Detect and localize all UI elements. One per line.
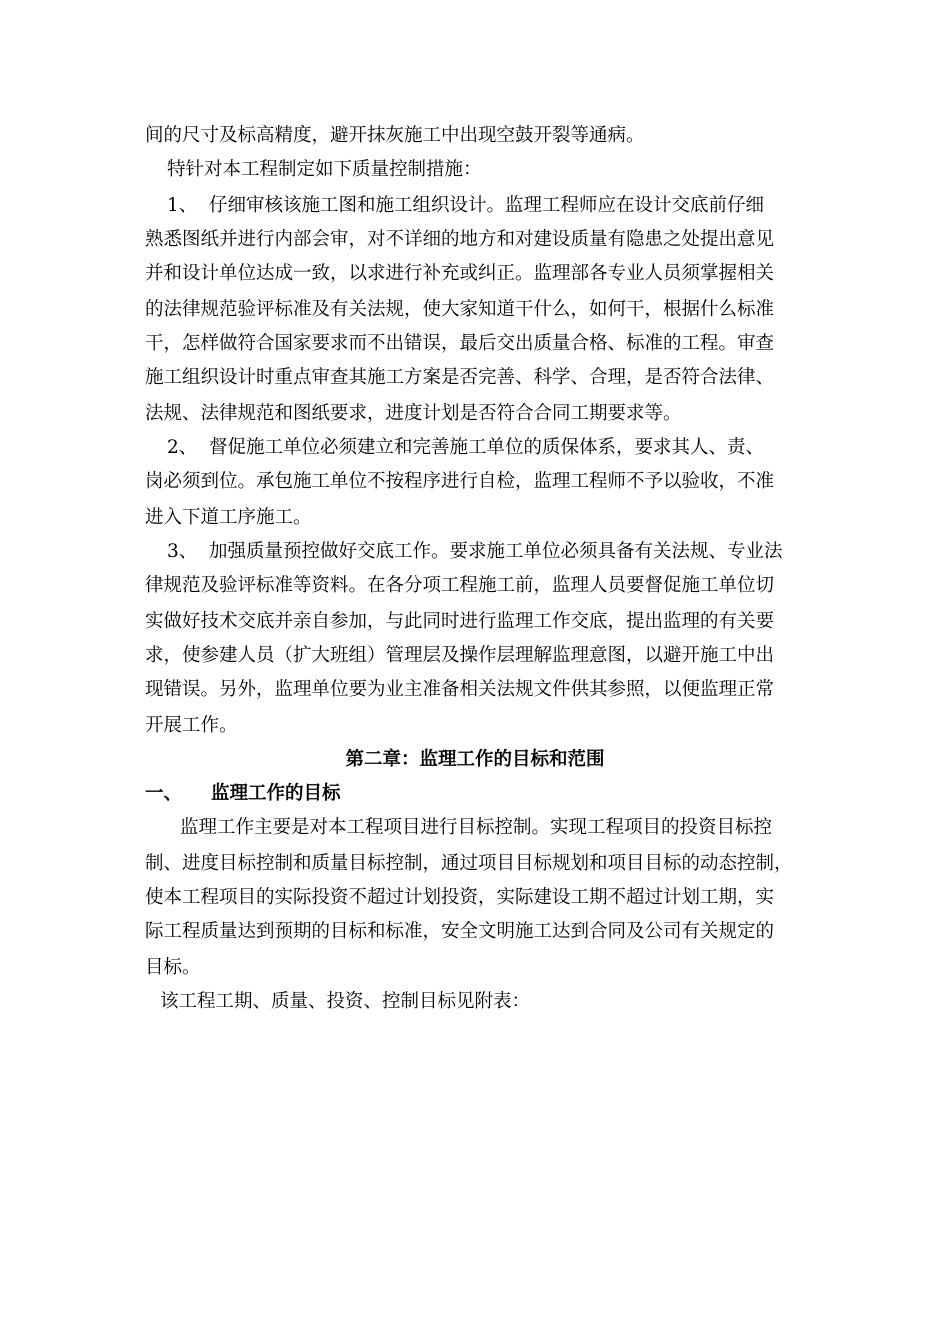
item-2-line — [167, 436, 764, 460]
item-1-text: 仔细审核该施工图和施工组织设计。监理工程师应在设计交底前仔细 — [209, 195, 765, 216]
closing-line: 该工程工期、质量、投资、控制目标见附表： — [160, 991, 531, 1012]
paragraph-line: 进入下道工序施工。 — [145, 507, 312, 528]
paragraph-line: 使本工程项目的实际投资不超过计划投资，实际建设工期不超过计划工期，实 — [145, 887, 775, 908]
item-1-number: 1、 — [167, 195, 198, 216]
chapter-title: 第二章：监理工作的目标和范围 — [345, 749, 605, 770]
item-2-text: 督促施工单位必须建立和完善施工单位的质保体系，要求其人、责、 — [209, 437, 765, 458]
paragraph-line: 间的尺寸及标高精度，避开抹灰施工中出现空鼓开裂等通病。 — [145, 125, 645, 146]
item-3-text: 加强质量预控做好交底工作。要求施工单位必须具备有关法规、专业法 — [209, 541, 783, 562]
paragraph-line: 目标。 — [145, 957, 201, 978]
paragraph-line: 律规范及验评标准等资料。在各分项工程施工前，监理人员要督促施工单位切 — [145, 575, 775, 596]
paragraph-line: 熟悉图纸并进行内部会审，对不详细的地方和对建设质量有隐患之处提出意见 — [145, 229, 775, 250]
paragraph-line: 制、进度目标控制和质量目标控制，通过项目目标规划和项目目标的动态控制， — [145, 853, 793, 874]
paragraph-line: 求，使参建人员（扩大班组）管理层及操作层理解监理意图，以避开施工中出 — [145, 645, 775, 666]
paragraph-line: 开展工作。 — [145, 715, 238, 736]
section-title: 监理工作的目标 — [211, 783, 341, 804]
section-number: 一、 — [145, 783, 183, 804]
section-heading — [145, 782, 341, 806]
paragraph-line: 监理工作主要是对本工程项目进行目标控制。实现工程项目的投资目标控 — [180, 817, 773, 838]
paragraph-line: 实做好技术交底并亲自参加，与此同时进行监理工作交底，提出监理的有关要 — [145, 611, 775, 632]
intro-line: 特针对本工程制定如下质量控制措施： — [167, 159, 482, 180]
item-1-line — [167, 194, 764, 218]
paragraph-line: 法规、法律规范和图纸要求，进度计划是否符合合同工期要求等。 — [145, 403, 682, 424]
paragraph-line: 际工程质量达到预期的目标和标准，安全文明施工达到合同及公司有关规定的 — [145, 921, 775, 942]
paragraph-line: 干，怎样做符合国家要求而不出错误，最后交出质量合格、标准的工程。审查 — [145, 333, 775, 354]
item-2-number: 2、 — [167, 437, 198, 458]
item-3-number: 3、 — [167, 541, 198, 562]
paragraph-line: 并和设计单位达成一致，以求进行补充或纠正。监理部各专业人员须掌握相关 — [145, 263, 775, 284]
paragraph-line: 岗必须到位。承包施工单位不按程序进行自检，监理工程师不予以验收，不准 — [145, 471, 775, 492]
paragraph-line: 施工组织设计时重点审查其施工方案是否完善、科学、合理，是否符合法律、 — [145, 367, 775, 388]
paragraph-line: 的法律规范验评标准及有关法规，使大家知道干什么，如何干，根据什么标准 — [145, 299, 775, 320]
paragraph-line: 现错误。另外，监理单位要为业主准备相关法规文件供其参照，以便监理正常 — [145, 679, 775, 700]
item-3-line — [167, 540, 783, 564]
